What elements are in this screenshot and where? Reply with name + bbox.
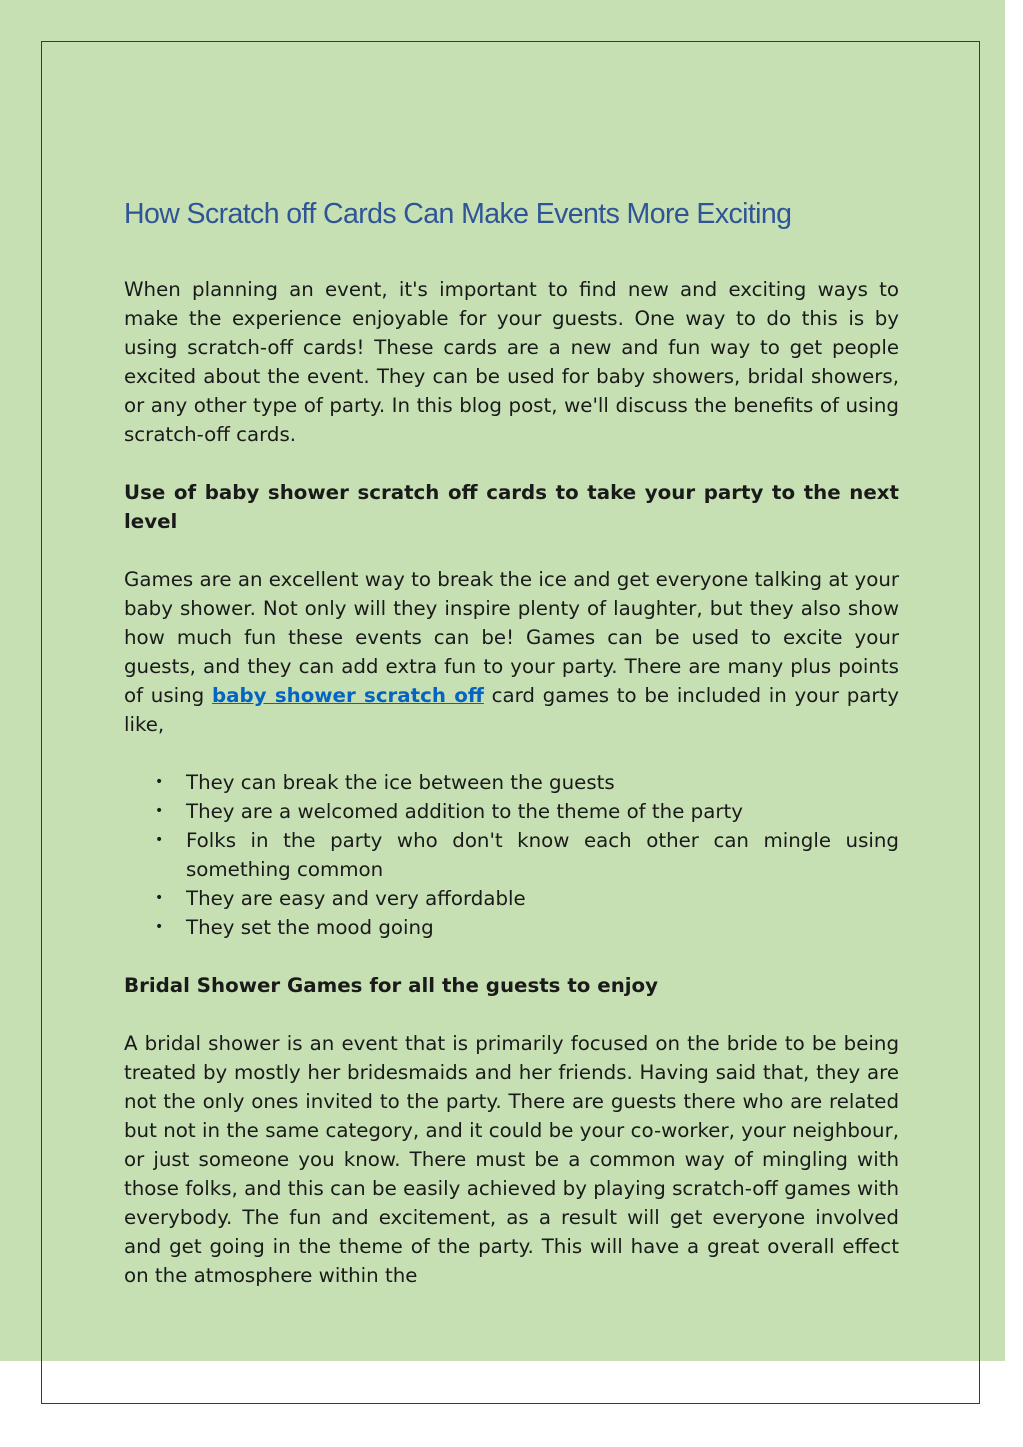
document-body	[124, 192, 899, 1290]
bullet-icon: •	[155, 832, 164, 848]
baby-shower-paragraph	[124, 565, 899, 739]
bullet-icon: •	[155, 890, 164, 906]
list-item	[124, 826, 899, 884]
list-item	[124, 768, 899, 797]
list-item-text: They set the mood going	[186, 916, 434, 939]
section-heading-bridal-shower: Bridal Shower Games for all the guests to enjoy	[124, 974, 659, 997]
list-item-text: They are a welcomed addition to the theme of the party	[186, 800, 743, 823]
list-item	[124, 884, 899, 913]
list-item	[124, 913, 899, 942]
list-item-text: Folks in the party who don't know each other can mingle using something common	[186, 829, 899, 881]
baby-shower-scratch-off-link[interactable]: baby shower scratch off	[211, 684, 484, 707]
benefits-list	[124, 768, 899, 942]
paragraph-text-before-link: Games are an excellent way to break the ice and get everyone talking at your baby shower. Not only will they inspire plenty of laughter, but they also show how much fun these events can be! Games can be used to excite your guests, and they can add extra fun to your party. There are many plus points of using	[124, 568, 899, 707]
list-item-text: They are easy and very affordable	[186, 887, 526, 910]
document-title: How Scratch off Cards Can Make Events More Exciting	[124, 198, 792, 230]
bridal-shower-paragraph: A bridal shower is an event that is primarily focused on the bride to be being treated by mostly her bridesmaids and her friends. Having said that, they are not the only ones invited to the party. There are guests there who are related but not in the same category, and it could be your co-worker, your neighbour, or just someone you know. There must be a common way of mingling with those folks, and this can be easily achieved by playing scratch-off games with everybody. The fun and excitement, as a result will get everyone involved and get going in the theme of the party. This will have a great overall effect on the atmosphere within the	[124, 1032, 899, 1287]
list-item	[124, 797, 899, 826]
bullet-icon: •	[155, 803, 164, 819]
bullet-icon: •	[155, 919, 164, 935]
list-item-text: They can break the ice between the guests	[186, 771, 615, 794]
bullet-icon: •	[155, 774, 164, 790]
paragraph-text-after-link: card games to be included in your party like,	[124, 684, 899, 736]
section-heading-baby-shower: Use of baby shower scratch off cards to take your party to the next level	[124, 481, 899, 533]
intro-paragraph: When planning an event, it's important to find new and exciting ways to make the experience enjoyable for your guests. One way to do this is by using scratch-off cards! These cards are a new and fun way to get people excited about the event. They can be used for baby showers, bridal showers, or any other type of party. In this blog post, we'll discuss the benefits of using scratch-off cards.	[124, 278, 899, 446]
